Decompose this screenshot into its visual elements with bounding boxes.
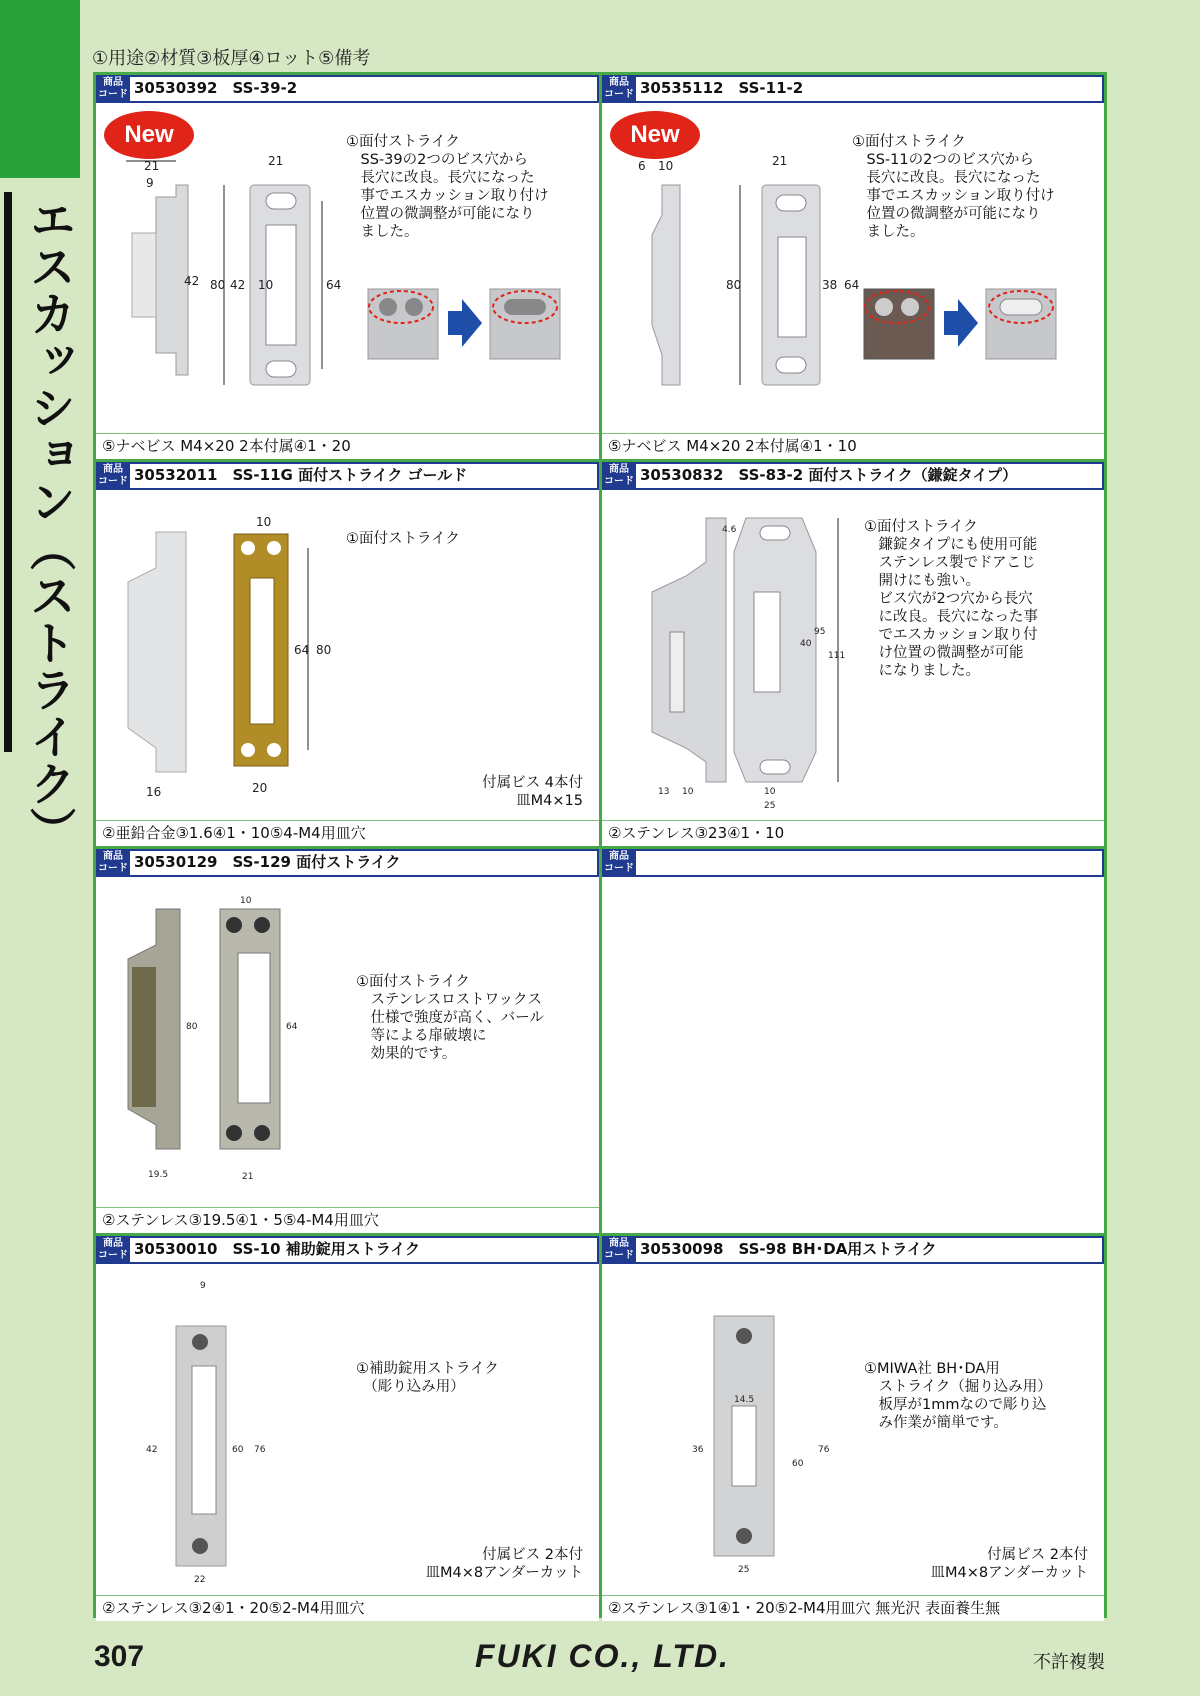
product-drawing [116,155,356,445]
product-code: 30535112 SS-11-2 [636,75,1104,103]
code-label: 商品 コード [96,462,130,490]
detail-illustration [364,285,564,365]
dim-label: 10 [764,787,776,797]
card-header [602,75,1104,103]
product-description: ①面付ストライク SS-39の2つのビス穴から 長穴に改良。長穴になった 事でエスカッション取り付け 位置の微調整が可能になり ました。 [346,134,549,240]
dim-label: 36 [692,1445,704,1455]
card-header [96,1236,599,1264]
dim-label: 25 [764,801,776,811]
product-card-empty [602,849,1104,1233]
product-drawing [116,512,356,812]
code-label: 商品 コード [602,75,636,103]
code-label: 商品 コード [602,462,636,490]
section-bar [4,192,12,752]
product-code [636,849,1104,877]
product-code: 30530129 SS-129 面付ストライク [130,849,599,877]
dim-label: 111 [828,651,846,661]
dim-label: 80 [316,643,332,657]
dim-label: 10 [256,515,272,529]
dim-label: 22 [194,1575,206,1585]
dim-label: 64 [286,1022,298,1032]
product-card [96,75,599,459]
dim-label: 10 [240,896,252,906]
product-card [96,462,599,846]
dim-label: 95 [814,627,826,637]
product-specs: ②ステンレス③23④1・10 [602,820,1104,846]
card-header [96,75,599,103]
card-header [96,849,599,877]
dim-label: 19.5 [148,1170,169,1180]
product-drawing [642,512,892,812]
section-tab [0,0,80,178]
dim-label: 80 [210,278,226,292]
product-drawing [642,1276,882,1576]
product-description: ①面付ストライク [346,531,460,547]
new-badge: New [104,111,194,159]
code-label: 商品 コード [96,1236,130,1264]
card-header [96,462,599,490]
product-specs: ⑤ナベビス M4×20 2本付属④1・10 [602,433,1104,459]
dim-label: 64 [326,278,342,292]
dim-label: 38 [822,278,838,292]
product-card [602,462,1104,846]
dim-label: 10 [682,787,694,797]
dim-label: 9 [146,176,154,190]
dim-label: 21 [144,159,160,173]
product-code: 30530832 SS-83-2 面付ストライク（鎌錠タイプ） [636,462,1104,490]
accessory-note: 付属ビス 2本付 皿M4×8アンダーカット [930,1547,1088,1581]
product-description: ①MIWA社 BH･DA用 ストライク（掘り込み用） 板厚が1mmなので彫り込 み作業が簡単です。 [864,1361,1052,1431]
product-specs: ⑤ナベビス M4×20 2本付属④1・20 [96,433,599,459]
dim-label: 76 [818,1445,830,1455]
product-description: ①補助錠用ストライク （彫り込み用） [356,1361,499,1395]
accessory-note: 付属ビス 2本付 皿M4×8アンダーカット [425,1547,583,1581]
dim-label: 42 [146,1445,158,1455]
product-card [96,849,599,1233]
product-grid [93,72,1107,1618]
dim-label: 40 [800,639,812,649]
dim-label: 42 [184,274,200,288]
product-drawing [136,1276,376,1585]
dim-label: 76 [254,1445,266,1455]
card-header [602,849,1104,877]
dim-label: 14.5 [734,1395,755,1405]
product-code: 30530098 SS-98 BH･DA用ストライク [636,1236,1104,1264]
product-description: ①面付ストライク 鎌錠タイプにも使用可能 ステンレス製でドアこじ 開けにも強い。 ビス穴が2つ穴から長穴 に改良。長穴になった事 でエスカッション取り付 け位置の微調整が可能 になりました。 [864,519,1038,679]
card-header [602,462,1104,490]
dim-label: 13 [658,787,670,797]
page-number: 307 [94,1640,145,1673]
dim-label: 60 [232,1445,244,1455]
product-code: 30530392 SS-39-2 [130,75,599,103]
section-title: エスカッション（ストライク） [23,196,77,854]
detail-illustration [860,285,1060,365]
dim-label: 21 [268,154,284,168]
dim-label: 10 [258,278,274,292]
product-specs: ②ステンレス③1④1・20⑤2-M4用皿穴 無光沢 表面養生無 [602,1595,1104,1621]
card-header [602,1236,1104,1264]
code-label: 商品 コード [96,849,130,877]
dim-label: 4.6 [722,525,737,535]
company-name: FUKI CO., LTD. [475,1638,730,1674]
product-card [96,1236,599,1621]
dim-label: 16 [146,785,162,799]
dim-label: 80 [186,1022,198,1032]
new-badge: New [610,111,700,159]
product-description: ①面付ストライク ステンレスロストワックス 仕様で強度が高く、バール 等による扉破壊に 効果的です。 [356,974,544,1062]
product-specs: ②亜鉛合金③1.6④1・10⑤4-M4用皿穴 [96,820,599,846]
dim-label: 42 [230,278,246,292]
code-label: 商品 コード [96,75,130,103]
dim-label: 21 [772,154,788,168]
product-specs: ②ステンレス③2④1・20⑤2-M4用皿穴 [96,1595,599,1621]
dim-label: 64 [294,643,310,657]
dim-label: 20 [252,781,268,795]
product-card [602,75,1104,459]
product-code: 30532011 SS-11G 面付ストライク ゴールド [130,462,599,490]
dim-label: 60 [792,1459,804,1469]
dim-label: 6 [638,159,646,173]
dim-label: 9 [200,1281,206,1291]
copyright-notice: 不許複製 [1033,1652,1105,1673]
dim-label: 10 [658,159,674,173]
dim-label: 25 [738,1565,750,1575]
dim-label: 21 [242,1172,254,1182]
accessory-note: 付属ビス 4本付 皿M4×15 [482,775,583,809]
dim-label: 64 [844,278,860,292]
product-card [602,1236,1104,1621]
code-label: 商品 コード [602,1236,636,1264]
product-drawing [116,889,356,1189]
dim-label: 80 [726,278,742,292]
legend: ①用途②材質③板厚④ロット⑤備考 [92,48,371,69]
product-specs: ②ステンレス③19.5④1・5⑤4-M4用皿穴 [96,1207,599,1233]
product-code: 30530010 SS-10 補助錠用ストライク [130,1236,599,1264]
product-description: ①面付ストライク SS-11の2つのビス穴から 長穴に改良。長穴になった 事でエスカッション取り付け 位置の微調整が可能になり ました。 [852,134,1055,240]
product-drawing [622,155,862,445]
code-label: 商品 コード [602,849,636,877]
